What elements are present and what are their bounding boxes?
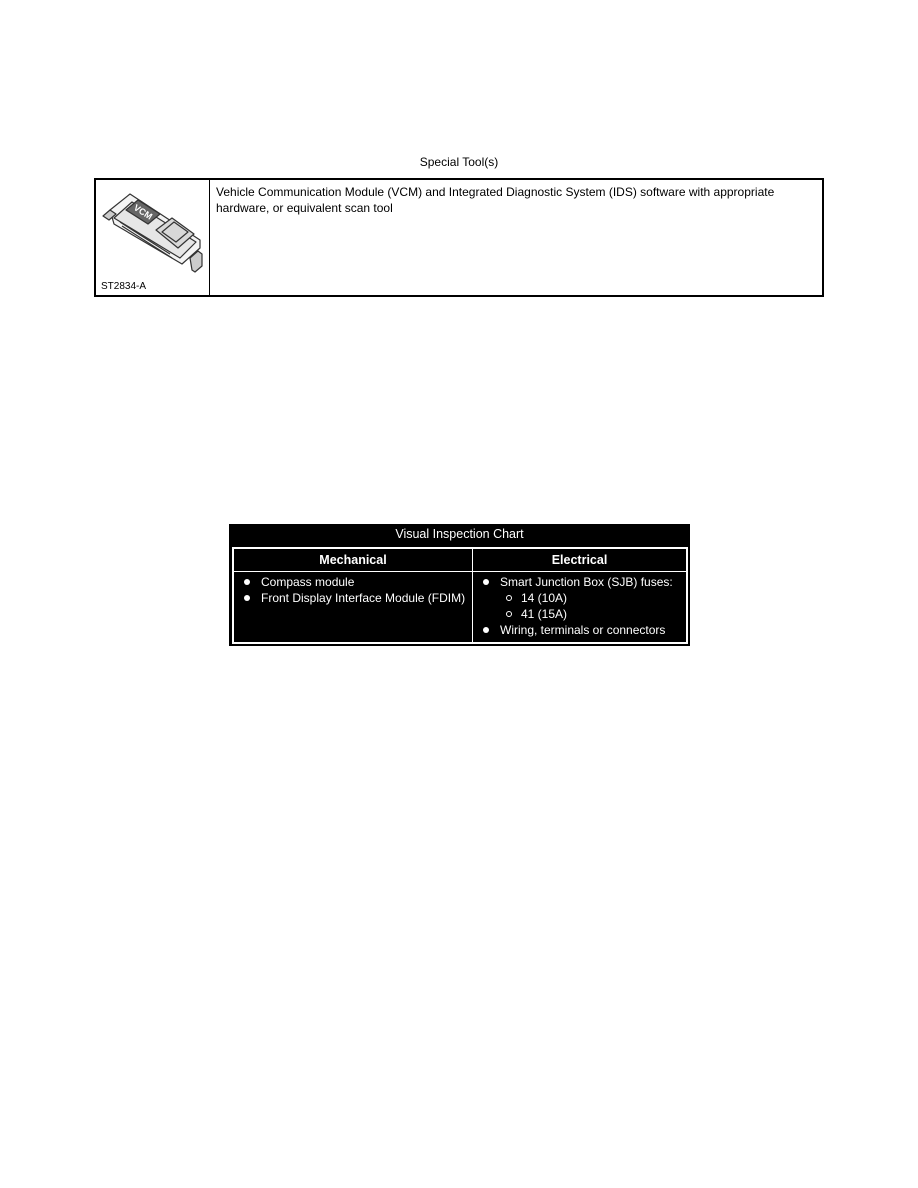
special-tools-table bbox=[94, 178, 824, 297]
electrical-column bbox=[473, 549, 686, 642]
list-item bbox=[473, 590, 686, 606]
electrical-item-text: Smart Junction Box (SJB) fuses: bbox=[500, 575, 673, 589]
bullet-icon bbox=[483, 579, 489, 585]
tool-description: Vehicle Communication Module (VCM) and Integrated Diagnostic System (IDS) software with appropriate hardware, or equivalent scan tool bbox=[216, 185, 775, 215]
list-item bbox=[234, 590, 472, 606]
mechanical-list bbox=[234, 572, 472, 606]
electrical-item-text: Wiring, terminals or connectors bbox=[500, 623, 666, 637]
mechanical-item-text: Compass module bbox=[261, 575, 355, 589]
list-item bbox=[473, 574, 686, 590]
special-tools-title: Special Tool(s) bbox=[419, 155, 499, 169]
visual-inspection-title: Visual Inspection Chart bbox=[395, 527, 524, 541]
electrical-list bbox=[473, 572, 686, 638]
bullet-icon bbox=[244, 595, 250, 601]
mechanical-header: Mechanical bbox=[234, 549, 472, 572]
tool-code: ST2834-A bbox=[101, 281, 147, 292]
bullet-icon bbox=[244, 579, 250, 585]
list-item bbox=[473, 606, 686, 622]
visual-inspection-table bbox=[232, 547, 688, 644]
electrical-item-text: 41 (15A) bbox=[521, 607, 568, 621]
tool-image-cell bbox=[96, 180, 210, 295]
mechanical-item-text: Front Display Interface Module (FDIM) bbox=[261, 591, 466, 605]
electrical-header: Electrical bbox=[473, 549, 686, 572]
electrical-item-text: 14 (10A) bbox=[521, 591, 568, 605]
vcm-label-text: VCM bbox=[131, 202, 155, 222]
list-item bbox=[473, 622, 686, 638]
mechanical-column bbox=[234, 549, 473, 642]
hollow-bullet-icon bbox=[506, 611, 512, 617]
hollow-bullet-icon bbox=[506, 595, 512, 601]
list-item bbox=[234, 574, 472, 590]
bullet-icon bbox=[483, 627, 489, 633]
visual-inspection-chart bbox=[229, 524, 690, 646]
vcm-device-illustration bbox=[100, 188, 204, 276]
